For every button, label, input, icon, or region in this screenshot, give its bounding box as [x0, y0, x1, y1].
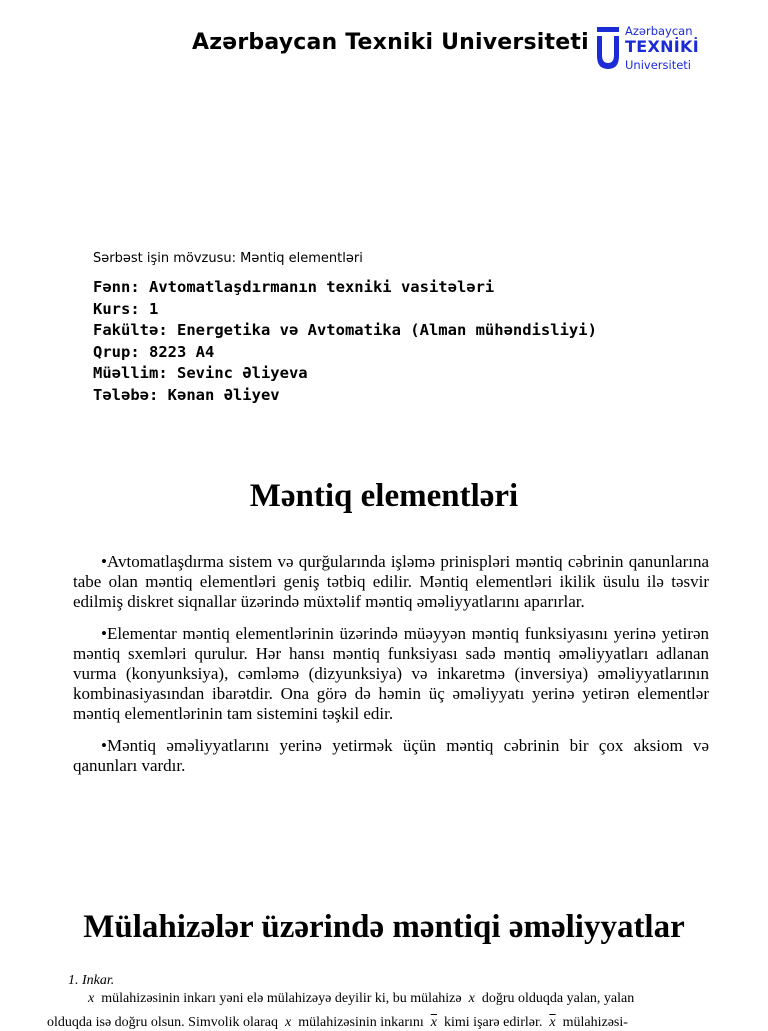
section-title-logic-elements: Məntiq elementləri: [249, 478, 519, 514]
logo-text-line3: Universiteti: [625, 58, 691, 72]
info-faculty: Fakültə: Energetika və Avtomatika (Alman mühəndisliyi): [93, 321, 597, 339]
text-fragment: olduqda isə doğru olsun. Simvolik olaraq: [47, 1015, 278, 1030]
info-student: Tələbə: Kənan Əliyev: [93, 385, 280, 404]
info-teacher: Müəllim: Sevinc Əliyeva: [93, 364, 308, 382]
paragraph: •Elementar məntiq elementlərinin üzərində müəyyən məntiq funksiyasını yerinə yetirən məntiq sxemləri qurulur. Hər hansı məntiq funksiyası sadə məntiq əməliyyatları adlanan vurma (konyunksiya), cəmləmə (dizyunksiya) və inkaretmə (inversiya) əməliyyatlarının kombinasiyasından ibarətdir. Ona görə də həmin üç əməliyyatı yerinə yetirən elementlər məntiq elementlərinin tam sistemini təşkil edir.: [73, 624, 709, 723]
logo-text-line1: Azərbaycan: [625, 24, 693, 38]
text-fragment: mülahizəsi-: [562, 1015, 628, 1030]
variable-x-bar: $\overline{x}$: [430, 1015, 438, 1030]
university-title: Azərbaycan Texniki Universiteti: [192, 30, 589, 55]
info-group: Qrup: 8223 A4: [93, 342, 215, 361]
logo-mark-icon: [596, 25, 620, 71]
variable-x: x: [468, 991, 475, 1006]
paragraph: •Məntiq əməliyyatlarını yerinə yetirmək üçün məntiq cəbrinin bir çox aksiom və qanunları vardır.: [73, 736, 709, 775]
info-subject: Fənn: Avtomatlaşdırmanın texniki vasitələri: [93, 278, 495, 296]
list-item-negation: 1. Inkar.: [68, 973, 115, 988]
section-title-operations: Mülahizələr üzərində məntiqi əməliyyatlar: [83, 909, 685, 945]
university-logo: [596, 24, 700, 74]
course-info: [93, 277, 597, 406]
negation-text-line2: [47, 1015, 628, 1031]
section-body: [73, 552, 709, 788]
text-fragment: mülahizəsinin inkarını: [298, 1015, 424, 1030]
variable-x-bar: $\overline{x}$: [549, 1015, 556, 1030]
logo-text-line2: TEXNİKİ: [625, 37, 699, 56]
text-fragment: kimi işarə edirlər.: [444, 1015, 543, 1030]
variable-x: x: [88, 991, 95, 1006]
work-topic: Sərbəst işin mövzusu: Məntiq elementləri: [93, 251, 363, 266]
text-fragment: mülahizəsinin inkarı yəni elə mülahizəyə deyilir ki, bu mülahizə: [101, 991, 462, 1006]
info-course: Kurs: 1: [93, 299, 159, 318]
negation-text-line1: [88, 991, 634, 1007]
paragraph: •Avtomatlaşdırma sistem və qurğularında işləmə prinispləri məntiq cəbrinin qanunlarına tabe olan məntiq elementləri geniş tətbiq edilir. Məntiq elementləri ikilik üsulu ilə təsvir edilmiş diskret siqnallar üzərində müxtəlif məntiq əməliyyatlarını aparırlar.: [73, 552, 709, 611]
text-fragment: doğru olduqda yalan, yalan: [481, 991, 635, 1006]
variable-x: x: [284, 1015, 292, 1030]
